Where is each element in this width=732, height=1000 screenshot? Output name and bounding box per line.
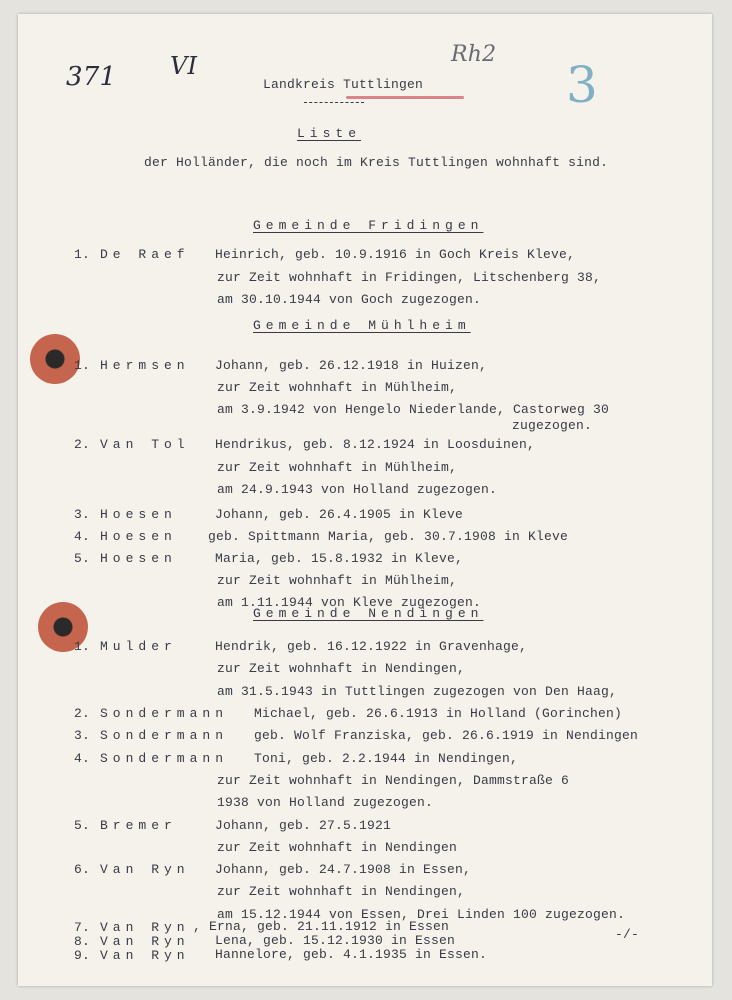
entry-number: 5. bbox=[74, 818, 91, 833]
entry-number: 2. bbox=[74, 437, 91, 452]
entry-text: Heinrich, geb. 10.9.1916 in Goch Kreis Kleve, bbox=[215, 247, 576, 262]
list-title: Liste bbox=[297, 126, 362, 141]
entry-surname: De Raef bbox=[100, 247, 190, 262]
punch-hole-top bbox=[30, 334, 80, 384]
entry-number: 3. bbox=[74, 728, 91, 743]
entry-text: Johann, geb. 24.7.1908 in Essen, bbox=[215, 862, 472, 877]
entry-text: zur Zeit wohnhaft in Mühlheim, bbox=[217, 460, 458, 475]
entry-number: 1. bbox=[74, 247, 91, 262]
entry-text: zur Zeit wohnhaft in Nendingen, bbox=[217, 661, 466, 676]
entry-text: zur Zeit wohnhaft in Nendingen bbox=[217, 840, 458, 855]
entry-surname: Bremer bbox=[100, 818, 177, 833]
entry-surname: Van Ryn bbox=[100, 920, 190, 935]
entry-number: 1. bbox=[74, 639, 91, 654]
entry-text: geb. Spittmann Maria, geb. 30.7.1908 in Kleve bbox=[208, 529, 569, 544]
entry-surname: Sondermann bbox=[100, 751, 229, 766]
entry-text: zur Zeit wohnhaft in Fridingen, Litschenberg 38, bbox=[217, 270, 602, 285]
handwritten-reference: Rh2 bbox=[451, 42, 497, 67]
entry-surname: Hermsen bbox=[100, 358, 190, 373]
list-subtitle: der Holländer, die noch im Kreis Tuttlingen wohnhaft sind. bbox=[144, 155, 609, 170]
section-heading-fridingen: Gemeinde Fridingen bbox=[253, 218, 484, 233]
entry-surname: Hoesen bbox=[100, 529, 177, 544]
entry-surname: Hoesen bbox=[100, 507, 177, 522]
entry-number: 6. bbox=[74, 862, 91, 877]
entry-text: Johann, geb. 26.12.1918 in Huizen, bbox=[215, 358, 488, 373]
entry-text: am 24.9.1943 von Holland zugezogen. bbox=[217, 482, 498, 497]
entry-text: am 31.5.1943 in Tuttlingen zugezogen von Den Haag, bbox=[217, 684, 618, 699]
red-underline bbox=[346, 96, 464, 99]
entry-text: Toni, geb. 2.2.1944 in Nendingen, bbox=[254, 751, 519, 766]
handwritten-number: 371 bbox=[66, 62, 117, 92]
handwritten-blue-number: 3 bbox=[566, 56, 599, 114]
entry-text: , Erna, geb. 21.11.1912 in Essen bbox=[193, 919, 450, 934]
handwritten-roman-numeral: VI bbox=[170, 52, 198, 80]
entry-text: Johann, geb. 27.5.1921 bbox=[215, 818, 392, 833]
entry-text: Hendrikus, geb. 8.12.1924 in Loosduinen, bbox=[215, 437, 536, 452]
entry-number: 4. bbox=[74, 529, 91, 544]
entry-surname: Mulder bbox=[100, 639, 177, 654]
closing-mark: -/- bbox=[615, 927, 640, 942]
section-heading-muehlheim: Gemeinde Mühlheim bbox=[253, 318, 471, 333]
entry-number: 2. bbox=[74, 706, 91, 721]
entry-surname: Sondermann bbox=[100, 706, 229, 721]
entry-text: Johann, geb. 26.4.1905 in Kleve bbox=[215, 507, 464, 522]
entry-number: 9. bbox=[74, 948, 91, 963]
entry-text: geb. Wolf Franziska, geb. 26.6.1919 in Nendingen bbox=[254, 728, 639, 743]
entry-number: 5. bbox=[74, 551, 91, 566]
entry-text: Maria, geb. 15.8.1932 in Kleve, bbox=[215, 551, 464, 566]
entry-text: am 1.11.1944 von Kleve zugezogen. bbox=[217, 595, 482, 610]
section-heading-nendingen: Gemeinde Nendingen bbox=[253, 606, 484, 621]
entry-number: 3. bbox=[74, 507, 91, 522]
entry-surname: Van Ryn bbox=[100, 934, 190, 949]
entry-surname: Van Ryn bbox=[100, 862, 190, 877]
entry-text: 1938 von Holland zugezogen. bbox=[217, 795, 434, 810]
entry-text: zur Zeit wohnhaft in Nendingen, bbox=[217, 884, 466, 899]
entry-text: am 30.10.1944 von Goch zugezogen. bbox=[217, 292, 482, 307]
heading-dashes bbox=[304, 102, 364, 104]
entry-text: zur Zeit wohnhaft in Mühlheim, bbox=[217, 380, 458, 395]
entry-text: Michael, geb. 26.6.1913 in Holland (Gorinchen) bbox=[254, 706, 623, 721]
entry-surname: Van Tol bbox=[100, 437, 190, 452]
entry-text: zur Zeit wohnhaft in Nendingen, Dammstraße 6 bbox=[217, 773, 570, 788]
entry-text: Hendrik, geb. 16.12.1922 in Gravenhage, bbox=[215, 639, 528, 654]
entry-text: Hannelore, geb. 4.1.1935 in Essen. bbox=[215, 947, 488, 962]
district-heading: Landkreis Tuttlingen bbox=[263, 77, 424, 92]
entry-number: 7. bbox=[74, 920, 91, 935]
entry-text: zur Zeit wohnhaft in Mühlheim, bbox=[217, 573, 458, 588]
entry-text: Lena, geb. 15.12.1930 in Essen bbox=[215, 933, 456, 948]
entry-surname: Hoesen bbox=[100, 551, 177, 566]
entry-number: 4. bbox=[74, 751, 91, 766]
entry-surname: Sondermann bbox=[100, 728, 229, 743]
entry-number: 1. bbox=[74, 358, 91, 373]
entry-text: am 3.9.1942 von Hengelo Niederlande, Castorweg 30 bbox=[217, 402, 610, 417]
entry-number: 8. bbox=[74, 934, 91, 949]
entry-text: am 15.12.1944 von Essen, Drei Linden 100 zugezogen. bbox=[217, 907, 626, 922]
entry-surname: Van Ryn bbox=[100, 948, 190, 963]
document-page bbox=[18, 14, 712, 986]
entry-text: zugezogen. bbox=[512, 418, 593, 433]
